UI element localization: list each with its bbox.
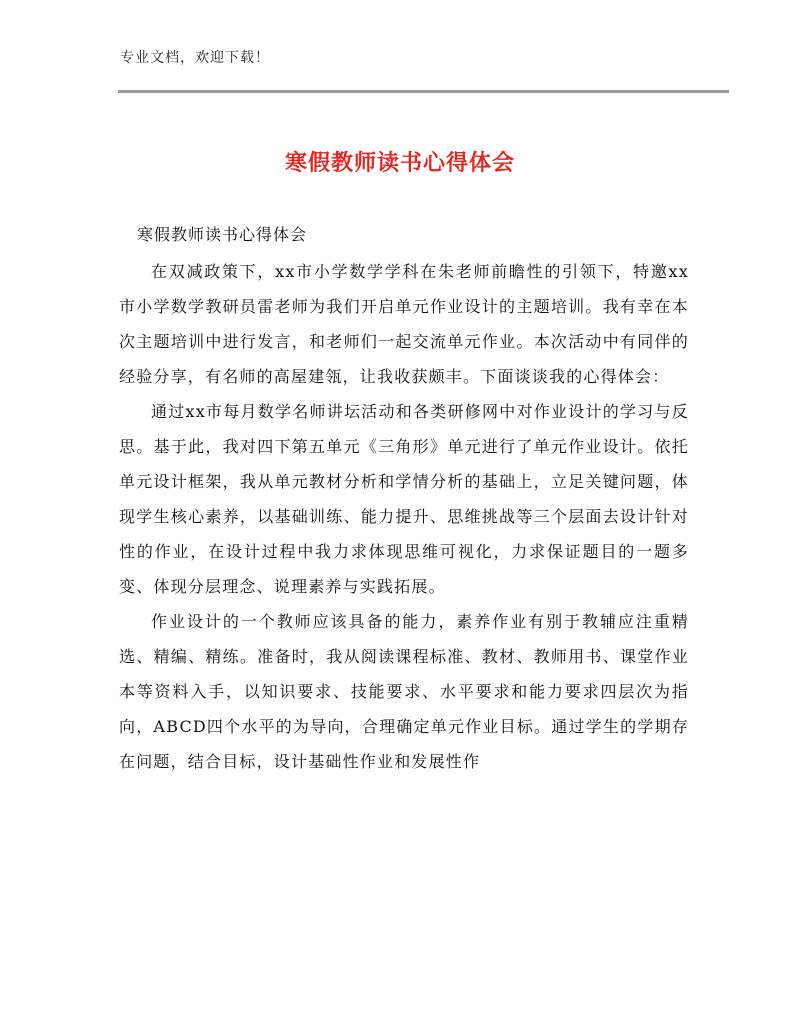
page-header: 专业文档，欢迎下载！ (120, 50, 270, 66)
paragraph-2: 通过xx市每月数学名师讲坛活动和各类研修网中对作业设计的学习与反思。基于此，我对四下第五单元《三角形》单元进行了单元作业设计。依托单元设计框架，我从单元教材分析和学情分析的基础上，立足关键问题，体现学生核心素养，以基础训练、能力提升、思维挑战等三个层面去设计针对性的作业，在设计过程中我力求体现思维可视化，力求保证题目的一题多变、体现分层理念、说理素养与实践拓展。 (119, 402, 689, 596)
paragraph-3: 作业设计的一个教师应该具备的能力，素养作业有别于教辅应注重精选、精编、精练。准备时，我从阅读课程标准、教材、教师用书、课堂作业本等资料入手，以知识要求、技能要求、水平要求和能力要求四层次为指向，ABCD四个水平的为导向，合理确定单元作业目标。通过学生的学期存在问题，结合目标，设计基础性作业和发展性作 (119, 612, 689, 771)
header-divider (118, 90, 729, 93)
document-body (119, 254, 689, 779)
paragraph-1: 在双减政策下，xx市小学数学学科在朱老师前瞻性的引领下，特邀xx市小学数学教研员雷老师为我们开启单元作业设计的主题培训。我有幸在本次主题培训中进行发言，和老师们一起交流单元作业。本次活动中有同伴的经验分享，有名师的高屋建瓴，让我收获颇丰。下面谈谈我的心得体会： (119, 262, 689, 386)
document-title: 寒假教师读书心得体会 (284, 151, 515, 176)
document-subtitle: 寒假教师读书心得体会 (137, 225, 308, 244)
